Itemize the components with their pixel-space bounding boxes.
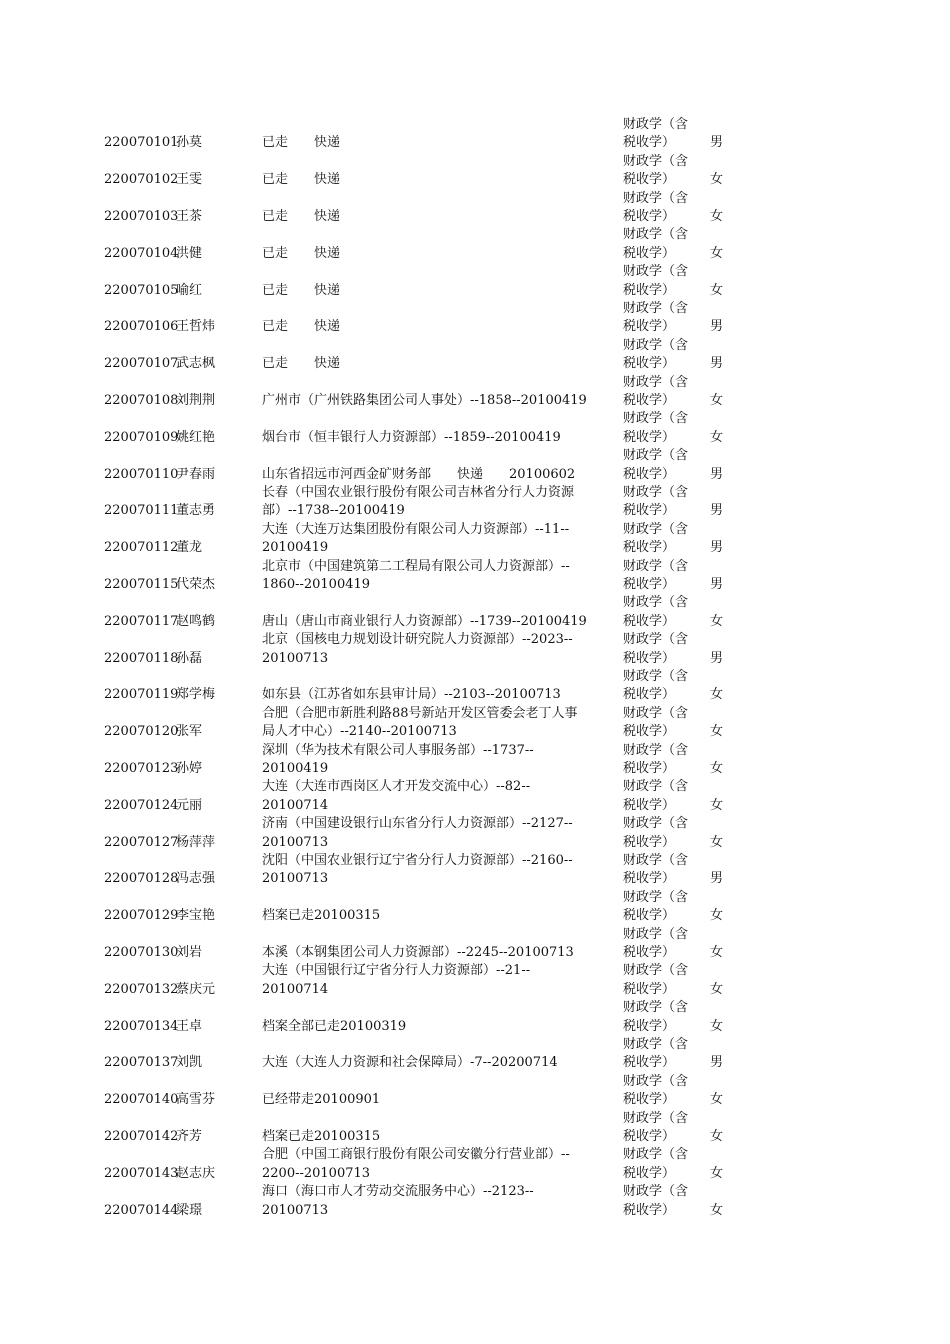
major-line: 税收学） bbox=[623, 319, 676, 335]
table-row bbox=[0, 889, 950, 926]
gender: 女 bbox=[710, 1165, 724, 1181]
major bbox=[623, 889, 703, 926]
student-id: 220070118 bbox=[104, 650, 179, 666]
table-row bbox=[0, 1146, 950, 1183]
student-name: 王雯 bbox=[176, 172, 203, 188]
major-line: 财政学（含 bbox=[623, 1147, 689, 1163]
major bbox=[623, 668, 703, 705]
archive-destination-line: 沈阳（中国农业银行辽宁省分行人力资源部）--2160-- bbox=[262, 852, 573, 868]
major-line: 财政学（含 bbox=[623, 1073, 689, 1089]
gender: 男 bbox=[710, 503, 724, 519]
major bbox=[623, 447, 703, 484]
major-line: 财政学（含 bbox=[623, 374, 689, 390]
archive-destination-line: 本溪（本钢集团公司人力资源部）--2245--20100713 bbox=[262, 944, 574, 960]
student-id: 220070137 bbox=[104, 1055, 179, 1071]
student-name: 赵志庆 bbox=[176, 1165, 216, 1181]
table-row bbox=[0, 778, 950, 815]
archive-destination bbox=[262, 815, 612, 852]
gender: 女 bbox=[710, 282, 724, 298]
table-row bbox=[0, 1073, 950, 1110]
student-id: 220070124 bbox=[104, 797, 179, 813]
table-row bbox=[0, 926, 950, 963]
archive-destination-line: 2200--20100713 bbox=[262, 1165, 371, 1181]
major bbox=[623, 410, 703, 447]
archive-destination bbox=[262, 1146, 612, 1183]
table-row bbox=[0, 558, 950, 595]
student-name: 张军 bbox=[176, 724, 203, 740]
archive-destination bbox=[262, 226, 612, 263]
archive-destination-line: 20100419 bbox=[262, 540, 329, 556]
student-name: 武志枫 bbox=[176, 356, 216, 372]
major bbox=[623, 1036, 703, 1073]
student-name: 代荣杰 bbox=[176, 576, 216, 592]
archive-destination bbox=[262, 153, 612, 190]
major bbox=[623, 962, 703, 999]
archive-destination-line: 已走 快递 bbox=[262, 356, 341, 372]
major-line: 财政学（含 bbox=[623, 521, 689, 537]
major-line: 税收学） bbox=[623, 392, 676, 408]
gender: 女 bbox=[710, 1092, 724, 1108]
table-row bbox=[0, 190, 950, 227]
major-line: 财政学（含 bbox=[623, 558, 689, 574]
archive-destination bbox=[262, 337, 612, 374]
major-line: 税收学） bbox=[623, 871, 676, 887]
archive-destination bbox=[262, 374, 612, 411]
archive-destination-line: 档案全部已走20100319 bbox=[262, 1018, 407, 1034]
major-line: 财政学（含 bbox=[623, 779, 689, 795]
gender: 男 bbox=[710, 1055, 724, 1071]
archive-destination-line: 部）--1738--20100419 bbox=[262, 503, 405, 519]
major bbox=[623, 521, 703, 558]
student-id: 220070134 bbox=[104, 1018, 179, 1034]
archive-destination-line: 20100714 bbox=[262, 981, 329, 997]
archive-destination-line: 档案已走20100315 bbox=[262, 908, 381, 924]
student-id: 220070115 bbox=[104, 576, 179, 592]
gender: 男 bbox=[710, 356, 724, 372]
archive-destination bbox=[262, 705, 612, 742]
table-row bbox=[0, 116, 950, 153]
student-name: 高雪芬 bbox=[176, 1092, 216, 1108]
archive-destination-line: 合肥（中国工商银行股份有限公司安徽分行营业部）-- bbox=[262, 1147, 570, 1163]
student-id: 220070143 bbox=[104, 1165, 179, 1181]
gender: 男 bbox=[710, 540, 724, 556]
archive-destination-line: 山东省招远市河西金矿财务部 快递 20100602 bbox=[262, 466, 576, 482]
student-name: 孙莫 bbox=[176, 135, 203, 151]
student-name: 姚红艳 bbox=[176, 429, 216, 445]
archive-destination-line: 济南（中国建设银行山东省分行人力资源部）--2127-- bbox=[262, 816, 573, 832]
archive-destination bbox=[262, 116, 612, 153]
student-id: 220070107 bbox=[104, 356, 179, 372]
student-name: 冯志强 bbox=[176, 871, 216, 887]
table-row bbox=[0, 153, 950, 190]
student-id: 220070123 bbox=[104, 760, 179, 776]
student-name: 杨萍萍 bbox=[176, 834, 216, 850]
gender: 女 bbox=[710, 1202, 724, 1218]
major-line: 税收学） bbox=[623, 172, 676, 188]
gender: 女 bbox=[710, 392, 724, 408]
student-id: 220070101 bbox=[104, 135, 179, 151]
student-id: 220070105 bbox=[104, 282, 179, 298]
gender: 男 bbox=[710, 466, 724, 482]
table-row bbox=[0, 447, 950, 484]
major-line: 税收学） bbox=[623, 687, 676, 703]
table-row bbox=[0, 374, 950, 411]
archive-destination-line: 合肥（合肥市新胜利路88号新站开发区管委会老丁人事 bbox=[262, 705, 578, 721]
major bbox=[623, 558, 703, 595]
gender: 男 bbox=[710, 135, 724, 151]
major-line: 财政学（含 bbox=[623, 300, 689, 316]
student-id: 220070130 bbox=[104, 944, 179, 960]
major bbox=[623, 263, 703, 300]
major-line: 税收学） bbox=[623, 540, 676, 556]
table-row bbox=[0, 1110, 950, 1147]
major-line: 财政学（含 bbox=[623, 963, 689, 979]
archive-destination bbox=[262, 852, 612, 889]
archive-destination-line: 大连（大连人力资源和社会保障局）-7--20200714 bbox=[262, 1055, 558, 1071]
archive-destination-line: 北京市（中国建筑第二工程局有限公司人力资源部）-- bbox=[262, 558, 570, 574]
major bbox=[623, 594, 703, 631]
major-line: 财政学（含 bbox=[623, 926, 689, 942]
student-name: 刘荆荆 bbox=[176, 392, 216, 408]
student-id: 220070140 bbox=[104, 1092, 179, 1108]
gender: 女 bbox=[710, 981, 724, 997]
student-name: 刘岩 bbox=[176, 944, 203, 960]
archive-destination bbox=[262, 594, 612, 631]
major-line: 税收学） bbox=[623, 1128, 676, 1144]
archive-destination-line: 20100713 bbox=[262, 1202, 329, 1218]
table-row bbox=[0, 1036, 950, 1073]
gender: 女 bbox=[710, 944, 724, 960]
archive-destination-line: 海口（海口市人才劳动交流服务中心）--2123-- bbox=[262, 1184, 534, 1200]
student-name: 董志勇 bbox=[176, 503, 216, 519]
archive-destination-line: 唐山（唐山市商业银行人力资源部）--1739--20100419 bbox=[262, 613, 587, 629]
archive-destination bbox=[262, 521, 612, 558]
archive-destination-line: 已走 快递 bbox=[262, 135, 341, 151]
archive-destination-line: 大连（大连万达集团股份有限公司人力资源部）--11-- bbox=[262, 521, 570, 537]
archive-destination bbox=[262, 999, 612, 1036]
major-line: 财政学（含 bbox=[623, 411, 689, 427]
major bbox=[623, 705, 703, 742]
student-name: 郑学梅 bbox=[176, 687, 216, 703]
archive-destination bbox=[262, 668, 612, 705]
archive-destination-line: 长春（中国农业银行股份有限公司吉林省分行人力资源 bbox=[262, 484, 575, 500]
archive-destination bbox=[262, 1073, 612, 1110]
student-id: 220070144 bbox=[104, 1202, 179, 1218]
archive-destination bbox=[262, 300, 612, 337]
student-id: 220070110 bbox=[104, 466, 179, 482]
gender: 女 bbox=[710, 1018, 724, 1034]
archive-destination-line: 1860--20100419 bbox=[262, 576, 371, 592]
major-line: 财政学（含 bbox=[623, 264, 689, 280]
student-name: 赵鸣鹤 bbox=[176, 613, 216, 629]
archive-destination-line: 20100419 bbox=[262, 760, 329, 776]
archive-destination-line: 已走 快递 bbox=[262, 172, 341, 188]
student-archive-table bbox=[0, 116, 950, 1220]
gender: 女 bbox=[710, 245, 724, 261]
major-line: 财政学（含 bbox=[623, 190, 689, 206]
table-row bbox=[0, 226, 950, 263]
major-line: 税收学） bbox=[623, 760, 676, 776]
student-id: 220070108 bbox=[104, 392, 179, 408]
major bbox=[623, 926, 703, 963]
table-row bbox=[0, 263, 950, 300]
student-name: 王茶 bbox=[176, 208, 203, 224]
major bbox=[623, 1183, 703, 1220]
archive-destination-line: 已经带走20100901 bbox=[262, 1092, 381, 1108]
archive-destination-line: 20100714 bbox=[262, 797, 329, 813]
archive-destination-line: 已走 快递 bbox=[262, 319, 341, 335]
major bbox=[623, 852, 703, 889]
major-line: 税收学） bbox=[623, 208, 676, 224]
major-line: 财政学（含 bbox=[623, 632, 689, 648]
major-line: 税收学） bbox=[623, 1202, 676, 1218]
gender: 女 bbox=[710, 760, 724, 776]
gender: 男 bbox=[710, 319, 724, 335]
archive-destination-line: 广州市（广州铁路集团公司人事处）--1858--20100419 bbox=[262, 392, 587, 408]
major bbox=[623, 1110, 703, 1147]
student-name: 洪健 bbox=[176, 245, 203, 261]
major-line: 税收学） bbox=[623, 908, 676, 924]
table-row bbox=[0, 999, 950, 1036]
table-row bbox=[0, 337, 950, 374]
archive-destination bbox=[262, 631, 612, 668]
gender: 男 bbox=[710, 650, 724, 666]
gender: 女 bbox=[710, 834, 724, 850]
archive-destination bbox=[262, 190, 612, 227]
major bbox=[623, 190, 703, 227]
major-line: 税收学） bbox=[623, 466, 676, 482]
major bbox=[623, 999, 703, 1036]
student-id: 220070112 bbox=[104, 540, 179, 556]
major bbox=[623, 300, 703, 337]
major-line: 税收学） bbox=[623, 834, 676, 850]
gender: 女 bbox=[710, 1128, 724, 1144]
student-name: 王哲炜 bbox=[176, 319, 216, 335]
major-line: 财政学（含 bbox=[623, 1110, 689, 1126]
major-line: 财政学（含 bbox=[623, 1036, 689, 1052]
major bbox=[623, 226, 703, 263]
major-line: 税收学） bbox=[623, 613, 676, 629]
gender: 女 bbox=[710, 687, 724, 703]
archive-destination bbox=[262, 1110, 612, 1147]
table-row bbox=[0, 300, 950, 337]
major bbox=[623, 1146, 703, 1183]
archive-destination-line: 大连（大连市西岗区人才开发交流中心）--82-- bbox=[262, 779, 531, 795]
gender: 女 bbox=[710, 797, 724, 813]
major-line: 财政学（含 bbox=[623, 742, 689, 758]
archive-destination-line: 大连（中国银行辽宁省分行人力资源部）--21-- bbox=[262, 963, 531, 979]
major-line: 税收学） bbox=[623, 1165, 676, 1181]
student-name: 董龙 bbox=[176, 540, 203, 556]
archive-destination-line: 如东县（江苏省如东县审计局）--2103--20100713 bbox=[262, 687, 561, 703]
student-name: 孙磊 bbox=[176, 650, 203, 666]
archive-destination-line: 已走 快递 bbox=[262, 282, 341, 298]
student-id: 220070129 bbox=[104, 908, 179, 924]
major bbox=[623, 116, 703, 153]
major-line: 税收学） bbox=[623, 650, 676, 666]
major bbox=[623, 153, 703, 190]
major-line: 财政学（含 bbox=[623, 816, 689, 832]
gender: 女 bbox=[710, 429, 724, 445]
student-id: 220070128 bbox=[104, 871, 179, 887]
archive-destination bbox=[262, 742, 612, 779]
student-id: 220070119 bbox=[104, 687, 179, 703]
archive-destination bbox=[262, 926, 612, 963]
gender: 女 bbox=[710, 172, 724, 188]
major-line: 税收学） bbox=[623, 1018, 676, 1034]
major-line: 税收学） bbox=[623, 135, 676, 151]
gender: 女 bbox=[710, 724, 724, 740]
archive-destination bbox=[262, 484, 612, 521]
major-line: 税收学） bbox=[623, 944, 676, 960]
major bbox=[623, 631, 703, 668]
archive-destination-line: 深圳（华为技术有限公司人事服务部）--1737-- bbox=[262, 742, 534, 758]
archive-destination bbox=[262, 447, 612, 484]
major-line: 财政学（含 bbox=[623, 1184, 689, 1200]
student-id: 220070102 bbox=[104, 172, 179, 188]
major-line: 税收学） bbox=[623, 503, 676, 519]
archive-destination-line: 烟台市（恒丰银行人力资源部）--1859--20100419 bbox=[262, 429, 561, 445]
major-line: 财政学（含 bbox=[623, 117, 689, 132]
student-name: 元丽 bbox=[176, 797, 203, 813]
major-line: 财政学（含 bbox=[623, 484, 689, 500]
archive-destination bbox=[262, 962, 612, 999]
table-row bbox=[0, 742, 950, 779]
major-line: 财政学（含 bbox=[623, 705, 689, 721]
archive-destination-line: 已走 快递 bbox=[262, 245, 341, 261]
major-line: 财政学（含 bbox=[623, 852, 689, 868]
student-name: 李宝艳 bbox=[176, 908, 216, 924]
archive-destination-line: 20100713 bbox=[262, 650, 329, 666]
major-line: 财政学（含 bbox=[623, 889, 689, 905]
archive-destination-line: 已走 快递 bbox=[262, 209, 341, 224]
student-id: 220070127 bbox=[104, 834, 179, 850]
archive-destination bbox=[262, 558, 612, 595]
gender: 男 bbox=[710, 871, 724, 887]
student-name: 蔡庆元 bbox=[176, 981, 216, 997]
archive-destination-line: 北京（国核电力规划设计研究院人力资源部）--2023-- bbox=[262, 632, 573, 648]
archive-destination-line: 局人才中心）--2140--20100713 bbox=[262, 724, 457, 740]
student-name: 刘凯 bbox=[176, 1055, 203, 1071]
major-line: 税收学） bbox=[623, 1092, 676, 1108]
archive-destination bbox=[262, 263, 612, 300]
major bbox=[623, 484, 703, 521]
major-line: 税收学） bbox=[623, 797, 676, 813]
major-line: 财政学（含 bbox=[623, 595, 689, 611]
major bbox=[623, 815, 703, 852]
major-line: 税收学） bbox=[623, 724, 676, 740]
major bbox=[623, 742, 703, 779]
major bbox=[623, 337, 703, 374]
gender: 女 bbox=[710, 908, 724, 924]
student-id: 220070111 bbox=[104, 503, 179, 519]
table-row bbox=[0, 815, 950, 852]
student-id: 220070106 bbox=[104, 319, 179, 335]
student-id: 220070103 bbox=[104, 208, 179, 224]
student-name: 梁璟 bbox=[176, 1202, 203, 1218]
student-name: 喻红 bbox=[176, 282, 203, 298]
major bbox=[623, 778, 703, 815]
major-line: 财政学（含 bbox=[623, 227, 689, 243]
major-line: 税收学） bbox=[623, 245, 676, 261]
student-id: 220070104 bbox=[104, 245, 179, 261]
major bbox=[623, 1073, 703, 1110]
table-row bbox=[0, 668, 950, 705]
table-row bbox=[0, 594, 950, 631]
student-id: 220070142 bbox=[104, 1128, 179, 1144]
archive-destination-line: 20100713 bbox=[262, 834, 329, 850]
student-name: 尹春雨 bbox=[176, 466, 216, 482]
major-line: 税收学） bbox=[623, 356, 676, 372]
major-line: 税收学） bbox=[623, 429, 676, 445]
major-line: 财政学（含 bbox=[623, 337, 689, 353]
archive-destination bbox=[262, 889, 612, 926]
table-row bbox=[0, 521, 950, 558]
table-row bbox=[0, 631, 950, 668]
major-line: 税收学） bbox=[623, 576, 676, 592]
student-name: 孙婷 bbox=[176, 760, 203, 776]
table-row bbox=[0, 410, 950, 447]
table-row bbox=[0, 484, 950, 521]
archive-destination bbox=[262, 1036, 612, 1073]
major-line: 税收学） bbox=[623, 981, 676, 997]
gender: 男 bbox=[710, 576, 724, 592]
archive-destination bbox=[262, 778, 612, 815]
table-row bbox=[0, 962, 950, 999]
table-row bbox=[0, 1183, 950, 1220]
major-line: 财政学（含 bbox=[623, 1000, 689, 1016]
table-row bbox=[0, 852, 950, 889]
table-row bbox=[0, 705, 950, 742]
archive-destination-line: 20100713 bbox=[262, 871, 329, 887]
student-id: 220070109 bbox=[104, 429, 179, 445]
student-name: 王卓 bbox=[176, 1018, 203, 1034]
major-line: 财政学（含 bbox=[623, 153, 689, 169]
student-id: 220070132 bbox=[104, 981, 179, 997]
major-line: 税收学） bbox=[623, 1055, 676, 1071]
student-id: 220070117 bbox=[104, 613, 179, 629]
major bbox=[623, 374, 703, 411]
archive-destination-line: 档案已走20100315 bbox=[262, 1128, 381, 1144]
major-line: 财政学（含 bbox=[623, 448, 689, 464]
major-line: 税收学） bbox=[623, 282, 676, 298]
archive-destination bbox=[262, 1183, 612, 1220]
major-line: 财政学（含 bbox=[623, 668, 689, 684]
gender: 女 bbox=[710, 208, 724, 224]
archive-destination bbox=[262, 410, 612, 447]
gender: 女 bbox=[710, 613, 724, 629]
student-name: 齐芳 bbox=[176, 1128, 203, 1144]
student-id: 220070120 bbox=[104, 724, 179, 740]
